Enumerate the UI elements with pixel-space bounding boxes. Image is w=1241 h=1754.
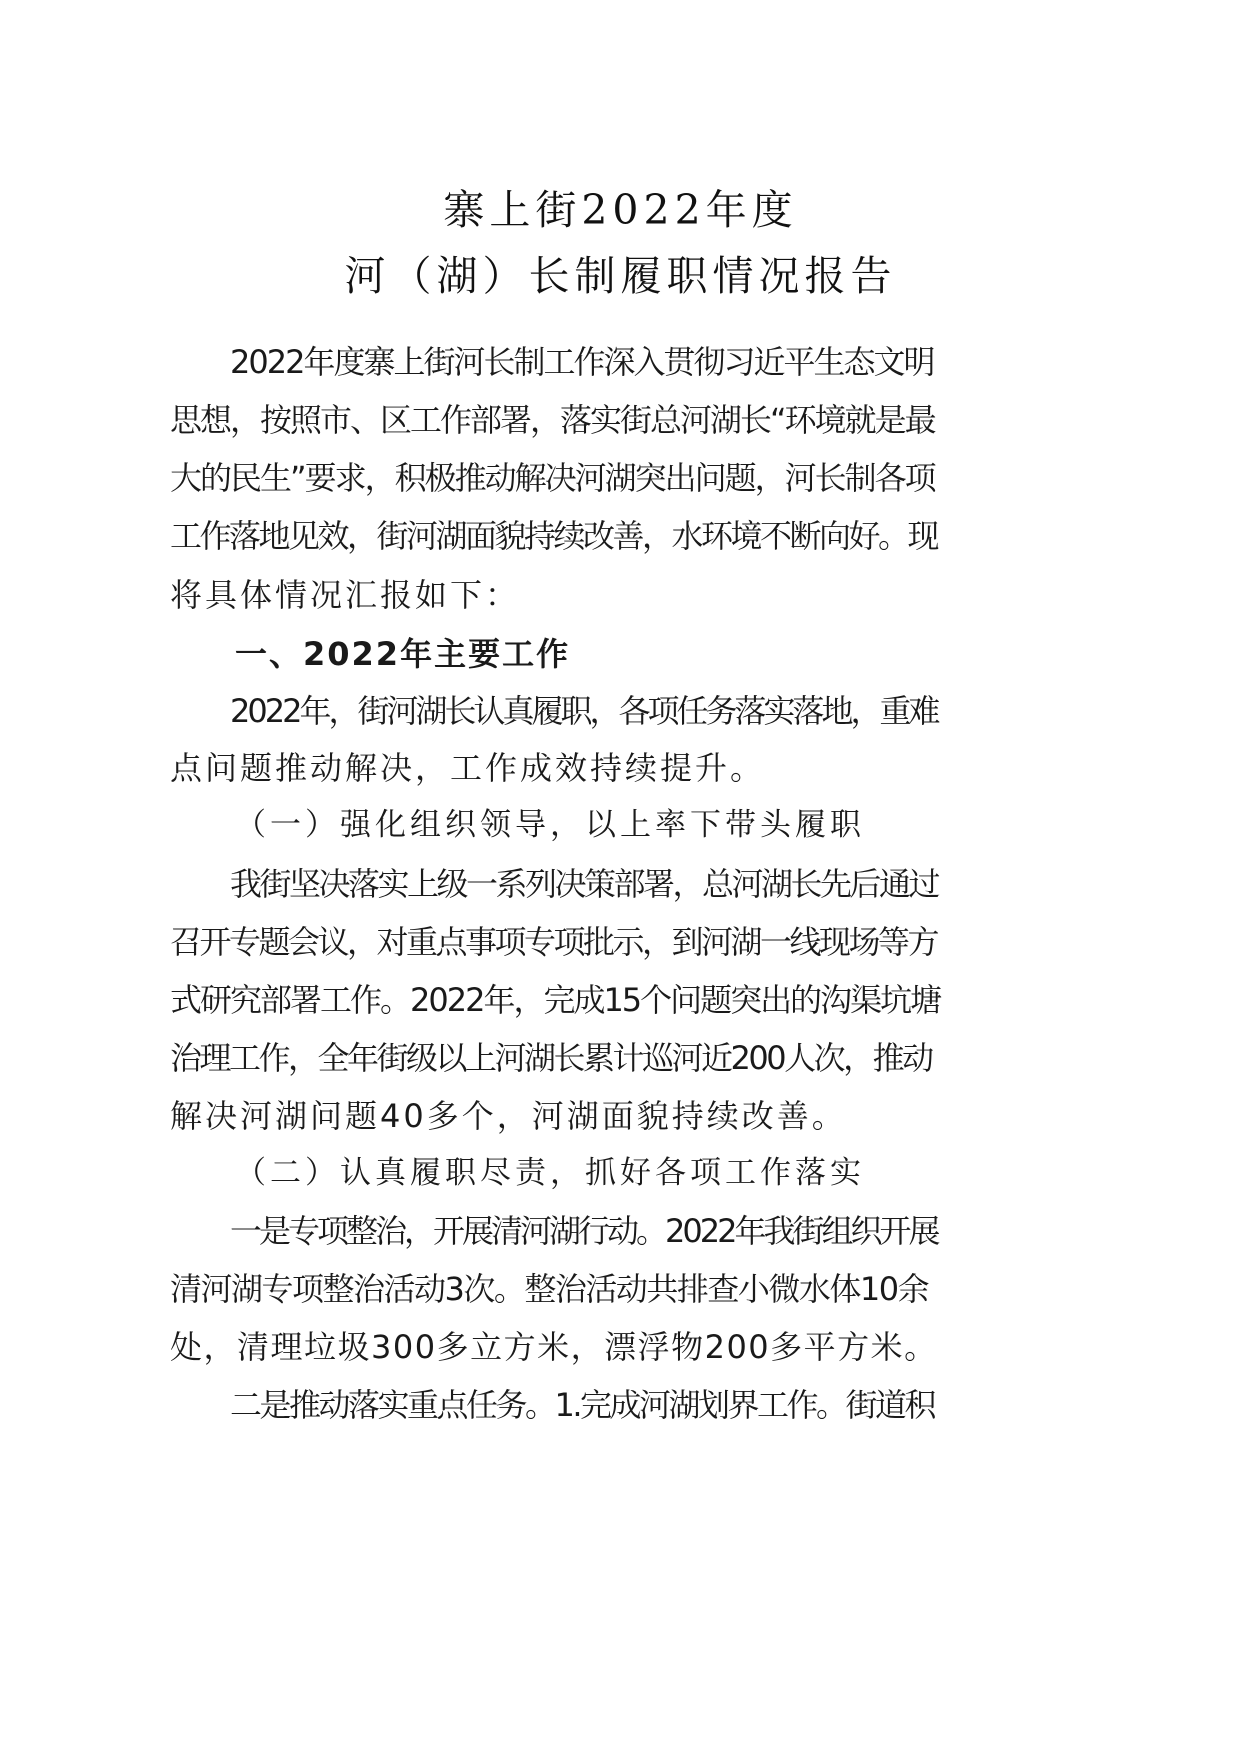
- body-line: 召开专题会议，对重点事项专项批示，到河湖一线现场等方: [170, 923, 938, 961]
- body-line: 大的民生”要求，积极推动解决河湖突出问题，河长制各项: [170, 459, 935, 497]
- body-line: 解决河湖问题40多个，河湖面貌持续改善。: [170, 1097, 847, 1135]
- body-line: 将具体情况汇报如下：: [170, 576, 521, 614]
- body-line: 点问题推动解决，工作成效持续提升。: [170, 749, 766, 787]
- body-line: 式研究部署工作。2022年，完成15个问题突出的沟渠坑塘: [170, 981, 941, 1019]
- body-line: 清河湖专项整治活动3次。整治活动共排查小微水体10余: [170, 1270, 929, 1308]
- body-line: 一是专项整治，开展清河湖行动。2022年我街组织开展: [230, 1212, 938, 1250]
- document-title-line-1: 寨上街2022年度: [443, 186, 798, 234]
- body-line: 处，清理垃圾300多立方米，漂浮物200多平方米。: [170, 1328, 938, 1366]
- body-line: 2022年度寨上街河长制工作深入贯彻习近平生态文明: [230, 343, 934, 381]
- subsection-heading: （二）认真履职尽责，抓好各项工作落实: [235, 1155, 865, 1191]
- body-line: 工作落地见效，街河湖面貌持续改善，水环境不断向好。现: [170, 517, 938, 555]
- document-title-line-2: 河（湖）长制履职情况报告: [344, 252, 897, 300]
- body-line: 思想，按照市、区工作部署，落实街总河湖长“环境就是最: [170, 401, 935, 439]
- subsection-heading: （一）强化组织领导，以上率下带头履职: [235, 807, 865, 843]
- body-line: 2022年，街河湖长认真履职，各项任务落实落地，重难: [230, 692, 938, 730]
- body-line: 二是推动落实重点任务。1.完成河湖划界工作。街道积: [230, 1386, 935, 1424]
- body-line: 我街坚决落实上级一系列决策部署，总河湖长先后通过: [230, 865, 939, 903]
- section-heading: 一、2022年主要工作: [235, 635, 571, 673]
- body-line: 治理工作，全年街级以上河湖长累计巡河近200人次，推动: [170, 1039, 932, 1077]
